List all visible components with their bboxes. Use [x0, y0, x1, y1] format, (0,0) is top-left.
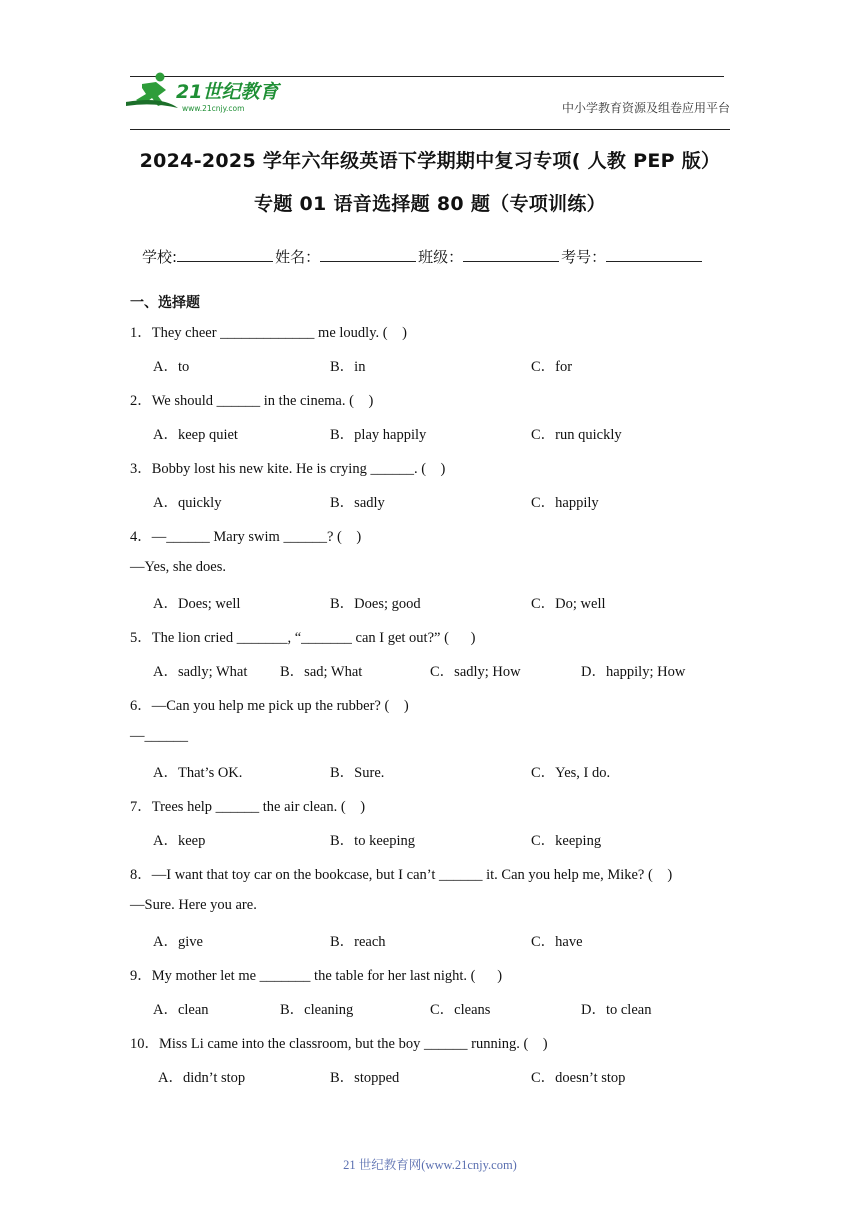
platform-label: 中小学教育资源及组卷应用平台 — [561, 101, 730, 115]
question-5: 5．The lion cried _______, “_______ can I get out?” ( ) — [130, 630, 476, 646]
runner-icon — [126, 73, 178, 109]
q8-reply: —Sure. Here you are. — [130, 897, 257, 913]
q8-option-a: A．give — [153, 934, 203, 950]
logo — [122, 70, 292, 116]
q7-option-a: A．keep — [153, 833, 206, 849]
question-2: 2．We should ______ in the cinema. ( ) — [130, 393, 374, 409]
q8-option-b: B．reach — [330, 934, 386, 950]
q6-option-b: B．Sure. — [330, 765, 385, 781]
q7-option-c: C．keeping — [531, 833, 602, 849]
name-label: 姓名： — [275, 248, 321, 266]
q10-option-c: C．doesn’t stop — [531, 1070, 626, 1086]
section-heading: 一、选择题 — [130, 295, 200, 311]
q5-option-d: D．happily; How — [581, 664, 686, 680]
q9-option-a: A．clean — [153, 1002, 209, 1018]
q5-option-b: B．sad; What — [280, 664, 363, 680]
name-field[interactable] — [320, 247, 416, 262]
logo-url: www.21cnjy.com — [182, 104, 245, 113]
header-bottom-rule — [130, 129, 730, 130]
question-3: 3．Bobby lost his new kite. He is crying ______. ( ) — [130, 461, 446, 477]
q10-option-a: A．didn’t stop — [158, 1070, 246, 1086]
question-7: 7．Trees help ______ the air clean. ( ) — [130, 799, 366, 815]
q5-option-c: C．sadly; How — [430, 664, 521, 680]
school-label: 学校: — [142, 248, 178, 266]
footer-link[interactable]: 21 世纪教育网(www.21cnjy.com) — [343, 1158, 517, 1172]
q1-option-a: A．to — [153, 359, 190, 375]
q3-option-c: C．happily — [531, 495, 599, 511]
q4-option-b: B．Does; good — [330, 596, 421, 612]
exam-number-field[interactable] — [606, 247, 702, 262]
question-9: 9．My mother let me _______ the table for her last night. ( ) — [130, 968, 503, 984]
q9-option-d: D．to clean — [581, 1002, 652, 1018]
page-subtitle: 专题 01 语音选择题 80 题（专项训练） — [254, 193, 606, 215]
q5-option-a: A．sadly; What — [153, 664, 248, 680]
q4-reply: —Yes, she does. — [130, 559, 227, 575]
q3-option-a: A．quickly — [153, 495, 222, 511]
q3-option-b: B．sadly — [330, 495, 385, 511]
q1-option-b: B．in — [330, 359, 366, 375]
student-info-row — [142, 246, 704, 267]
q4-option-a: A．Does; well — [153, 596, 241, 612]
q10-option-b: B．stopped — [330, 1070, 400, 1086]
q6-option-c: C．Yes, I do. — [531, 765, 611, 781]
question-10: 10．Miss Li came into the classroom, but the boy ______ running. ( ) — [130, 1036, 548, 1052]
q1-option-c: C．for — [531, 359, 573, 375]
q2-option-c: C．run quickly — [531, 427, 622, 443]
exam-number-label: 考号： — [561, 248, 607, 266]
class-field[interactable] — [463, 247, 559, 262]
school-field[interactable] — [177, 247, 273, 262]
q9-option-c: C．cleans — [430, 1002, 491, 1018]
question-4: 4．—______ Mary swim ______? ( ) — [130, 529, 362, 545]
q7-option-b: B．to keeping — [330, 833, 415, 849]
question-8: 8．—I want that toy car on the bookcase, but I can’t ______ it. Can you help me, Mike? ( ) — [130, 867, 673, 883]
q8-option-c: C．have — [531, 934, 583, 950]
question-6: 6．—Can you help me pick up the rubber? ( ) — [130, 698, 409, 714]
q4-option-c: C．Do; well — [531, 596, 606, 612]
class-label: 班级： — [418, 248, 464, 266]
q2-option-a: A．keep quiet — [153, 427, 238, 443]
logo-text: 21世纪教育 — [176, 81, 279, 103]
q2-option-b: B．play happily — [330, 427, 427, 443]
q9-option-b: B．cleaning — [280, 1002, 354, 1018]
q6-option-a: A．That’s OK. — [153, 765, 243, 781]
page-title: 2024-2025 学年六年级英语下学期期中复习专项( 人教 PEP 版） — [139, 150, 721, 172]
question-1: 1．They cheer _____________ me loudly. ( ) — [130, 325, 407, 341]
q6-reply: —______ — [130, 728, 188, 744]
